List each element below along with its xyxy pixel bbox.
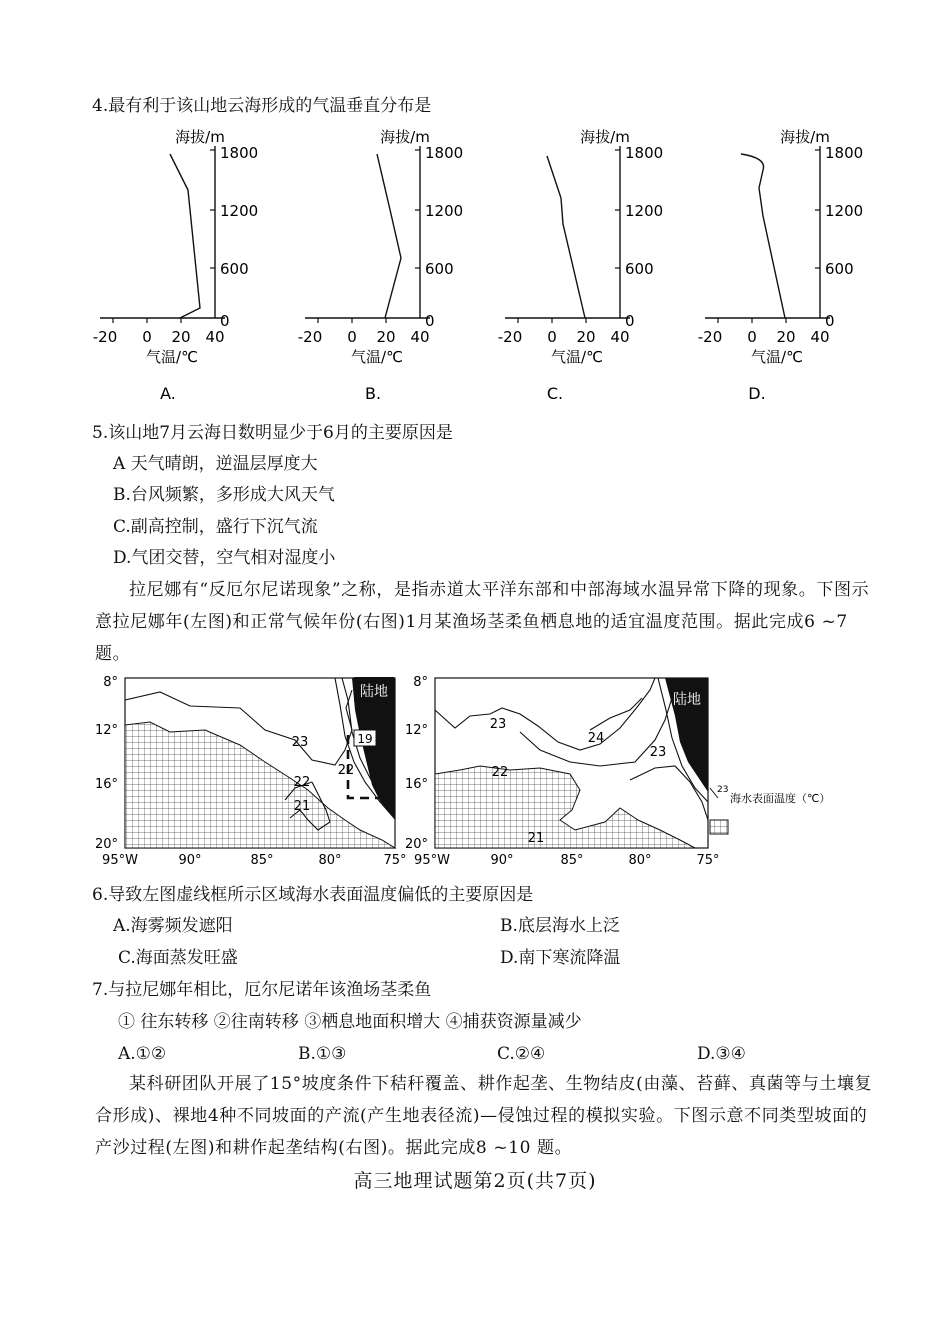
- svg-text:24: 24: [587, 731, 605, 746]
- maps-figure: [90, 670, 950, 870]
- svg-text:22: 22: [491, 765, 509, 780]
- svg-text:海拔/m: 海拔/m: [380, 128, 430, 146]
- temp-curve-a: [170, 154, 200, 318]
- svg-text:-20: -20: [92, 328, 118, 346]
- svg-text:23: 23: [717, 785, 729, 795]
- svg-text:21: 21: [527, 831, 545, 846]
- panel-label-c: C.: [546, 384, 564, 403]
- svg-text:40: 40: [810, 328, 830, 346]
- q6-option-b: B.底层海水上泛: [500, 916, 620, 936]
- q5-option-a: A 天气晴朗，逆温层厚度大: [113, 454, 318, 474]
- svg-text:1200: 1200: [625, 202, 664, 220]
- svg-text:0: 0: [825, 312, 835, 330]
- svg-text:23: 23: [489, 717, 507, 732]
- q7-option-b: B.①③: [298, 1044, 347, 1064]
- svg-text:气温/℃: 气温/℃: [551, 348, 603, 366]
- svg-text:16°: 16°: [94, 777, 118, 792]
- land-label-right: 陆地: [673, 692, 701, 708]
- svg-text:90°: 90°: [490, 853, 514, 868]
- q4-stem: 4.最有利于该山地云海形成的气温垂直分布是: [92, 96, 432, 116]
- svg-text:80°: 80°: [318, 853, 342, 868]
- xlabel-a: 气温/℃: [146, 348, 198, 366]
- svg-text:12°: 12°: [404, 723, 428, 738]
- panel-d: [698, 128, 863, 403]
- svg-text:0: 0: [547, 328, 557, 346]
- intro-8-10: 某科研团队开展了15°坡度条件下秸秆覆盖、耕作起垄、生物结皮(由藻、苔藓、真菌等与土壤复合形成)、裸地4种不同坡面的产流(产生地表径流)—侵蚀过程的模拟实验。下图示意不同类型坡面的产沙过程(左图)和耕作起垄结构(右图)。据此完成8 ~10 题。: [95, 1074, 873, 1158]
- q6-option-a: A.海雾频发遮阳: [113, 916, 233, 936]
- svg-text:1800: 1800: [425, 144, 464, 162]
- panel-label-a: A.: [160, 384, 176, 403]
- svg-text:40: 40: [610, 328, 630, 346]
- q6-option-d: D.南下寒流降温: [500, 948, 621, 968]
- left-map: [95, 675, 407, 868]
- panel-b: [298, 128, 463, 403]
- legend-text: 海水表面温度（℃）: [730, 792, 831, 805]
- svg-text:75°: 75°: [383, 853, 407, 868]
- svg-text:20: 20: [171, 328, 191, 346]
- q5-option-d: D.气团交替，空气相对湿度小: [113, 548, 336, 568]
- svg-text:22: 22: [293, 775, 311, 790]
- svg-text:0: 0: [625, 312, 635, 330]
- page-footer: 高三地理试题第2页(共7页): [353, 1170, 597, 1192]
- q7-option-a: A.①②: [118, 1044, 167, 1064]
- svg-text:20: 20: [576, 328, 596, 346]
- q4-charts: [0, 118, 950, 408]
- svg-text:8°: 8°: [413, 675, 428, 690]
- temp-curve-c: [547, 156, 585, 318]
- svg-text:1800: 1800: [220, 144, 259, 162]
- svg-text:0: 0: [220, 312, 230, 330]
- svg-text:20°: 20°: [404, 837, 428, 852]
- svg-text:20: 20: [376, 328, 396, 346]
- svg-text:600: 600: [625, 260, 654, 278]
- svg-text:23: 23: [291, 735, 309, 750]
- svg-text:40: 40: [205, 328, 225, 346]
- svg-text:1200: 1200: [425, 202, 464, 220]
- svg-text:21: 21: [293, 799, 311, 814]
- svg-text:600: 600: [425, 260, 454, 278]
- q7-option-d: D.③④: [697, 1044, 746, 1064]
- svg-text:40: 40: [410, 328, 430, 346]
- svg-text:海拔/m: 海拔/m: [780, 128, 830, 146]
- svg-text:气温/℃: 气温/℃: [751, 348, 803, 366]
- svg-text:0: 0: [142, 328, 152, 346]
- svg-text:85°: 85°: [250, 853, 274, 868]
- intro-6-7: 拉尼娜有“反厄尔尼诺现象”之称，是指赤道太平洋东部和中部海域水温异常下降的现象。下图示意拉尼娜年(左图)和正常气候年份(右图)1月某渔场茎柔鱼栖息地的适宜温度范围。据此完成6 ~7 题。: [95, 580, 870, 664]
- svg-text:20°: 20°: [94, 837, 118, 852]
- q5-stem: 5.该山地7月云海日数明显少于6月的主要原因是: [92, 423, 453, 443]
- svg-text:1200: 1200: [220, 202, 259, 220]
- svg-text:1800: 1800: [625, 144, 664, 162]
- q6-option-c: C.海面蒸发旺盛: [118, 948, 238, 968]
- svg-text:0: 0: [747, 328, 757, 346]
- land-label-left: 陆地: [360, 684, 388, 700]
- svg-text:75°: 75°: [696, 853, 720, 868]
- temp-curve-d: [741, 154, 785, 318]
- temp-curve-b: [377, 154, 401, 318]
- right-map: [405, 675, 720, 868]
- svg-text:95°W: 95°W: [414, 853, 450, 868]
- panel-a: [93, 128, 258, 403]
- svg-text:23: 23: [649, 745, 667, 760]
- map-legend: [710, 785, 830, 834]
- svg-text:80°: 80°: [628, 853, 652, 868]
- svg-text:16°: 16°: [404, 777, 428, 792]
- panel-c: [498, 128, 663, 403]
- svg-text:-20: -20: [697, 328, 723, 346]
- q5-option-c: C.副高控制，盛行下沉气流: [113, 517, 318, 537]
- svg-text:12°: 12°: [94, 723, 118, 738]
- svg-text:1200: 1200: [825, 202, 864, 220]
- svg-text:0: 0: [425, 312, 435, 330]
- svg-text:95°W: 95°W: [102, 853, 138, 868]
- q7-items: ① 往东转移 ②往南转移 ③栖息地面积增大 ④捕获资源量减少: [118, 1012, 582, 1032]
- svg-text:1800: 1800: [825, 144, 864, 162]
- q5-option-b: B.台风频繁，多形成大风天气: [113, 485, 335, 505]
- panel-label-d: D.: [748, 384, 766, 403]
- svg-text:-20: -20: [297, 328, 323, 346]
- q6-stem: 6.导致左图虚线框所示区域海水表面温度偏低的主要原因是: [92, 885, 534, 905]
- q7-stem: 7.与拉尼娜年相比，厄尔尼诺年该渔场茎柔鱼: [92, 980, 432, 1000]
- svg-text:600: 600: [220, 260, 249, 278]
- legend-grid-swatch: [710, 820, 728, 834]
- svg-text:600: 600: [825, 260, 854, 278]
- svg-text:20: 20: [776, 328, 796, 346]
- ylabel-a: 海拔/m: [175, 128, 225, 146]
- svg-text:气温/℃: 气温/℃: [351, 348, 403, 366]
- svg-text:海拔/m: 海拔/m: [580, 128, 630, 146]
- svg-text:90°: 90°: [178, 853, 202, 868]
- panel-label-b: B.: [364, 384, 382, 403]
- svg-text:85°: 85°: [560, 853, 584, 868]
- q7-option-c: C.②④: [497, 1044, 546, 1064]
- svg-text:22: 22: [337, 763, 355, 778]
- svg-text:0: 0: [347, 328, 357, 346]
- svg-text:8°: 8°: [103, 675, 118, 690]
- svg-text:19: 19: [357, 732, 373, 746]
- svg-text:-20: -20: [497, 328, 523, 346]
